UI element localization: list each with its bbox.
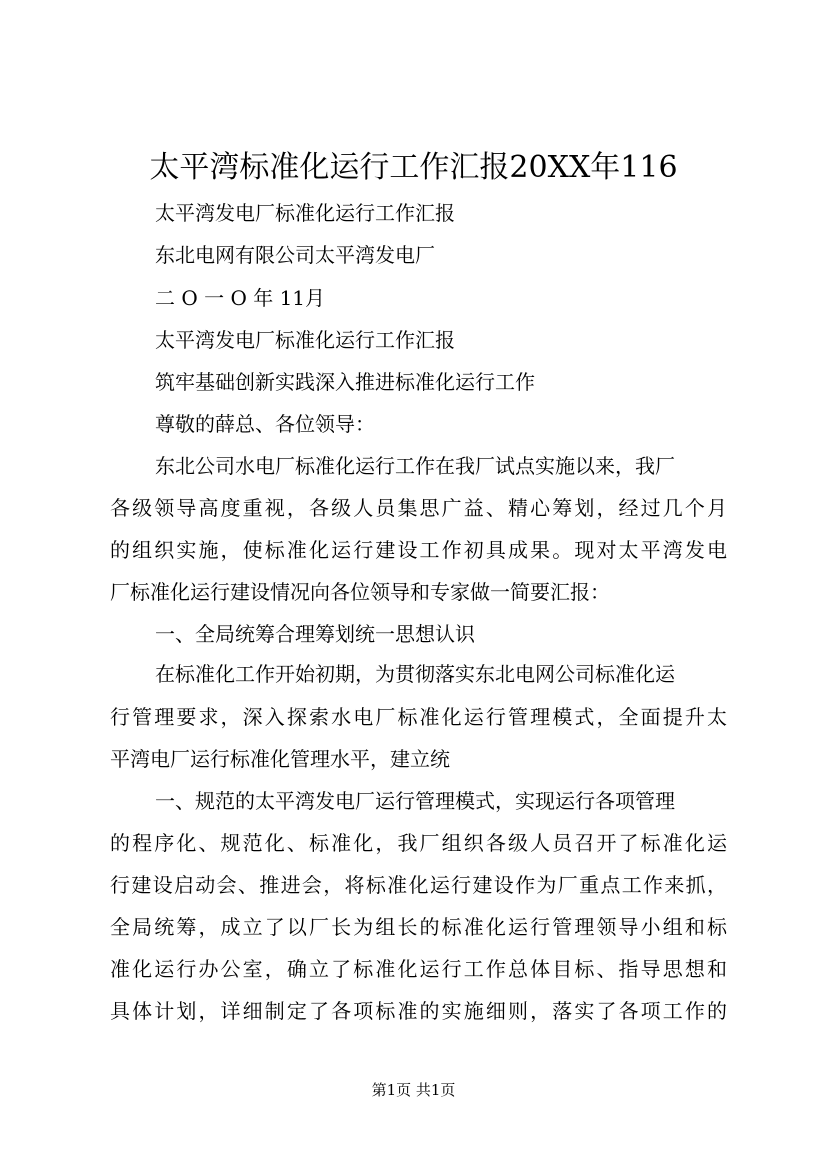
subtitle-line: 太平湾发电厂标准化运行工作汇报 xyxy=(155,201,455,225)
date-line: 二 O 一 O 年 11月 xyxy=(155,286,326,310)
paragraph-line: 具体计划，详细制定了各项标准的实施细则，落实了各项工作的 xyxy=(110,999,727,1023)
paragraph-line: 东北公司水电厂标准化运行工作在我厂试点实施以来，我厂 xyxy=(155,454,675,478)
section-heading: 一、全局统筹合理筹划统一思想认识 xyxy=(155,622,475,646)
paragraph-line: 厂标准化运行建设情况向各位领导和专家做一简要汇报： xyxy=(110,580,610,604)
document-title: 太平湾标准化运行工作汇报20XX年116 xyxy=(149,150,678,185)
organization-line: 东北电网有限公司太平湾发电厂 xyxy=(155,243,435,267)
paragraph-line: 行建设启动会、推进会，将标准化运行建设作为厂重点工作来抓， xyxy=(110,873,727,897)
paragraph-line: 行管理要求，深入探索水电厂标准化运行管理模式，全面提升太 xyxy=(110,705,727,729)
paragraph-line: 各级领导高度重视，各级人员集思广益、精心筹划，经过几个月 xyxy=(110,496,727,520)
paragraph-line: 的程序化、规范化、标准化，我厂组织各级人员召开了标准化运 xyxy=(110,831,727,855)
theme-line: 筑牢基础创新实践深入推进标准化运行工作 xyxy=(155,370,535,394)
report-title-line: 太平湾发电厂标准化运行工作汇报 xyxy=(155,328,455,352)
paragraph-line: 准化运行办公室，确立了标准化运行工作总体目标、指导思想和 xyxy=(110,957,727,981)
page-footer: 第1页 共1页 xyxy=(371,1081,456,1099)
paragraph-line: 平湾电厂运行标准化管理水平，建立统 xyxy=(110,747,450,771)
salutation-line: 尊敬的薛总、各位领导： xyxy=(155,412,375,436)
paragraph-line: 一、规范的太平湾发电厂运行管理模式，实现运行各项管理 xyxy=(155,789,675,813)
paragraph-line: 在标准化工作开始初期，为贯彻落实东北电网公司标准化运 xyxy=(155,662,675,686)
paragraph-line: 的组织实施，使标准化运行建设工作初具成果。现对太平湾发电 xyxy=(110,538,727,562)
paragraph-line: 全局统筹，成立了以厂长为组长的标准化运行管理领导小组和标 xyxy=(110,915,727,939)
